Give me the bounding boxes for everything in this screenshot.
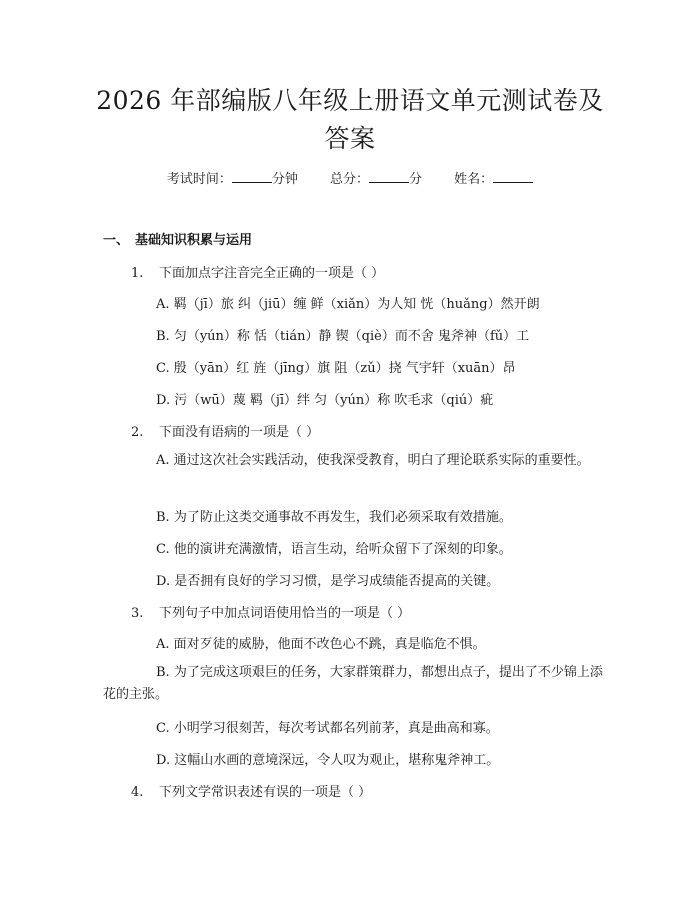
question-number: 3. bbox=[131, 606, 144, 621]
exam-info-line bbox=[0, 168, 700, 187]
question-3-option-d: D. 这幅山水画的意境深远，令人叹为观止，堪称鬼斧神工。 bbox=[156, 753, 500, 768]
question-2-stem bbox=[131, 421, 319, 440]
section-number: 一、 bbox=[103, 233, 130, 248]
total-score-label: 总分： bbox=[329, 172, 369, 187]
question-4-stem bbox=[131, 781, 371, 800]
question-3-option-a: A. 面对歹徒的威胁，他面不改色心不跳，真是临危不惧。 bbox=[156, 637, 486, 652]
student-name-blank[interactable] bbox=[493, 170, 533, 183]
question-2-option-b: B. 为了防止这类交通事故不再发生，我们必须采取有效措施。 bbox=[156, 510, 512, 525]
question-text: 下面加点字注音完全正确的一项是（ ） bbox=[159, 266, 385, 281]
document-title: 2026 年部编版八年级上册语文单元测试卷及答案 bbox=[96, 86, 604, 153]
exam-time-label: 考试时间： bbox=[166, 172, 232, 187]
student-name-field bbox=[454, 168, 533, 187]
question-text: 下列文学常识表述有误的一项是（ ） bbox=[159, 785, 372, 800]
total-score-field bbox=[330, 168, 422, 187]
question-2-option-d: D. 是否拥有良好的学习习惯，是学习成绩能否提高的关键。 bbox=[156, 574, 500, 589]
question-2-option-c: C. 他的演讲充满激情，语言生动，给听众留下了深刻的印象。 bbox=[156, 542, 512, 557]
question-1-option-b: B. 匀（yún）称 恬（tián）静 锲（qiè）而不舍 鬼斧神（fǔ）工 bbox=[156, 329, 530, 344]
question-3-option-c: C. 小明学习很刻苦，每次考试都名列前茅，真是曲高和寡。 bbox=[156, 721, 499, 736]
question-number: 4. bbox=[131, 785, 144, 800]
question-1-option-c: C. 殷（yān）红 旌（jīng）旗 阻（zǔ）挠 气宇轩（xuān）昂 bbox=[156, 361, 516, 376]
question-3-stem bbox=[131, 602, 410, 621]
total-score-blank[interactable] bbox=[369, 170, 409, 183]
question-number: 2. bbox=[131, 425, 144, 440]
question-1-option-a: A. 羁（jī）旅 纠（jiū）缠 鲜（xiǎn）为人知 恍（huǎng）然开朗 bbox=[156, 297, 540, 312]
total-score-unit: 分 bbox=[409, 172, 423, 187]
exam-time-unit: 分钟 bbox=[271, 172, 298, 187]
section-title: 基础知识积累与运用 bbox=[135, 233, 253, 248]
question-2-option-a: A. 通过这次社会实践活动，使我深受教育，明白了理论联系实际的重要性。 bbox=[156, 453, 590, 468]
question-text: 下列句子中加点词语使用恰当的一项是（ ） bbox=[159, 606, 411, 621]
exam-time-field bbox=[167, 168, 298, 187]
question-text: 下面没有语病的一项是（ ） bbox=[159, 425, 320, 440]
student-name-label: 姓名： bbox=[454, 172, 494, 187]
section-heading bbox=[103, 229, 252, 248]
question-1-stem bbox=[131, 262, 384, 281]
question-3-option-b: B. 为了完成这项艰巨的任务，大家群策群力，都想出点子，提出了不少锦上添花的主张。 bbox=[103, 665, 603, 702]
question-1-option-d: D. 污（wū）蔑 羁（jī）绊 匀（yún）称 吹毛求（qiú）疵 bbox=[156, 393, 494, 408]
question-number: 1. bbox=[131, 266, 144, 281]
exam-time-blank[interactable] bbox=[232, 170, 272, 183]
